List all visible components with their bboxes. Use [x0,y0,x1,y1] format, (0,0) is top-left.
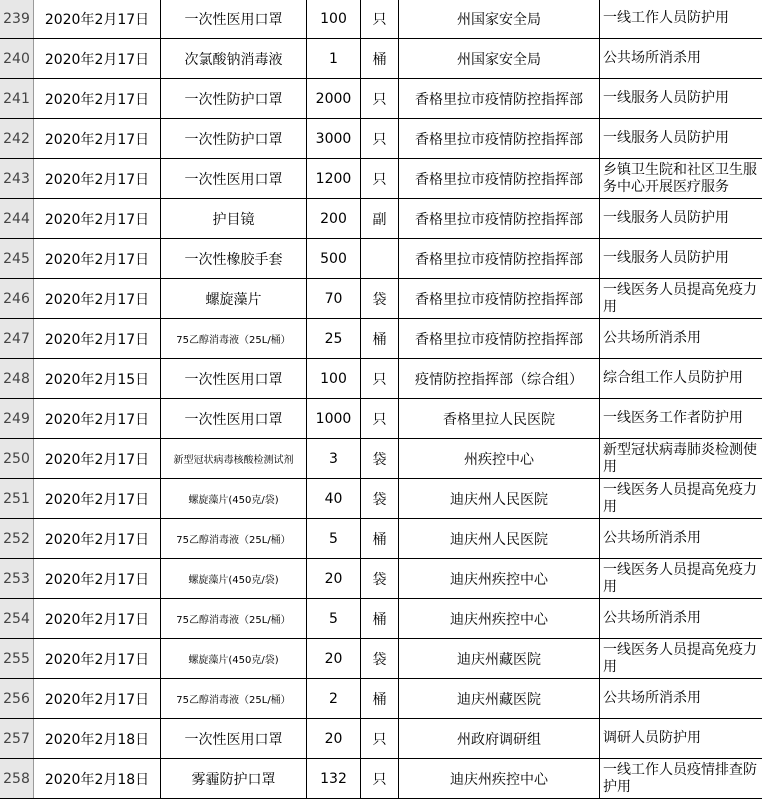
row-header[interactable]: 256 [0,679,34,718]
unit-cell[interactable]: 袋 [361,639,399,678]
recipient-cell[interactable]: 香格里拉市疫情防控指挥部 [399,319,600,358]
recipient-cell[interactable]: 迪庆州藏医院 [399,639,600,678]
item-cell[interactable]: 一次性医用口罩 [161,399,307,438]
unit-cell[interactable]: 桶 [361,679,399,718]
row-header[interactable]: 249 [0,399,34,438]
row-header[interactable]: 251 [0,479,34,518]
date-cell[interactable]: 2020年2月17日 [34,679,161,718]
item-cell[interactable]: 一次性医用口罩 [161,159,307,198]
recipient-cell[interactable]: 香格里拉市疫情防控指挥部 [399,279,600,318]
date-cell[interactable]: 2020年2月15日 [34,359,161,398]
row-header[interactable]: 248 [0,359,34,398]
recipient-cell[interactable]: 迪庆州藏医院 [399,679,600,718]
table-row [0,279,762,319]
item-cell[interactable]: 护目镜 [161,199,307,238]
quantity-cell[interactable]: 3000 [307,119,361,158]
table-row [0,639,762,679]
purpose-cell[interactable]: 公共场所消杀用 [603,530,701,546]
date-cell[interactable]: 2020年2月17日 [34,279,161,318]
quantity-cell[interactable]: 132 [307,759,361,798]
quantity-cell[interactable]: 5 [307,599,361,638]
recipient-cell[interactable]: 香格里拉市疫情防控指挥部 [399,79,600,118]
recipient-cell[interactable]: 香格里拉市疫情防控指挥部 [399,239,600,278]
purpose-cell[interactable]: 一线医务人员提高免疫力用 [603,562,757,595]
quantity-cell[interactable]: 3 [307,439,361,478]
purpose-cell[interactable]: 公共场所消杀用 [603,50,701,66]
date-cell[interactable]: 2020年2月17日 [34,119,161,158]
unit-cell[interactable]: 只 [361,759,399,798]
table-row [0,319,762,359]
table-row [0,679,762,719]
row-header[interactable]: 244 [0,199,34,238]
quantity-cell[interactable]: 2 [307,679,361,718]
item-cell[interactable]: 75乙醇消毒液（25L/桶） [161,599,307,638]
item-cell[interactable]: 一次性防护口罩 [161,79,307,118]
unit-cell[interactable]: 只 [361,119,399,158]
item-cell[interactable]: 一次性医用口罩 [161,719,307,758]
purpose-cell[interactable]: 一线医务人员提高免疫力用 [603,282,757,315]
row-header[interactable]: 239 [0,0,34,38]
row-header[interactable]: 254 [0,599,34,638]
row-header[interactable]: 242 [0,119,34,158]
unit-cell[interactable]: 只 [361,0,399,38]
unit-cell[interactable]: 桶 [361,519,399,558]
table-row [0,0,762,39]
table-row [0,519,762,559]
table-row [0,239,762,279]
row-header[interactable]: 255 [0,639,34,678]
unit-cell[interactable]: 副 [361,199,399,238]
item-cell[interactable]: 螺旋藻片 [161,279,307,318]
quantity-cell[interactable]: 20 [307,559,361,598]
row-header[interactable]: 243 [0,159,34,198]
date-cell[interactable]: 2020年2月17日 [34,39,161,78]
unit-cell[interactable]: 只 [361,79,399,118]
item-cell[interactable]: 螺旋藻片(450克/袋) [161,559,307,598]
table-row [0,439,762,479]
row-header[interactable]: 240 [0,39,34,78]
date-cell[interactable]: 2020年2月17日 [34,79,161,118]
item-cell[interactable]: 螺旋藻片(450克/袋) [161,479,307,518]
purpose-cell[interactable]: 一线服务人员防护用 [603,210,729,226]
unit-cell[interactable]: 只 [361,719,399,758]
recipient-cell[interactable]: 香格里拉市疫情防控指挥部 [399,159,600,198]
table-row [0,479,762,519]
quantity-cell[interactable]: 2000 [307,79,361,118]
quantity-cell[interactable]: 200 [307,199,361,238]
unit-cell[interactable]: 袋 [361,479,399,518]
item-cell[interactable]: 雾霾防护口罩 [161,759,307,798]
recipient-cell[interactable]: 州政府调研组 [399,719,600,758]
item-cell[interactable]: 一次性防护口罩 [161,119,307,158]
table-row [0,359,762,399]
item-cell[interactable]: 75乙醇消毒液（25L/桶） [161,319,307,358]
row-header[interactable]: 252 [0,519,34,558]
date-cell[interactable]: 2020年2月17日 [34,479,161,518]
purpose-cell[interactable]: 乡镇卫生院和社区卫生服务中心开展医疗服务 [603,162,757,195]
unit-cell[interactable]: 桶 [361,599,399,638]
purpose-cell[interactable]: 公共场所消杀用 [603,690,701,706]
purpose-cell[interactable]: 一线服务人员防护用 [603,250,729,266]
unit-cell[interactable]: 袋 [361,559,399,598]
recipient-cell[interactable]: 迪庆州疾控中心 [399,599,600,638]
quantity-cell[interactable]: 1 [307,39,361,78]
quantity-cell[interactable]: 20 [307,719,361,758]
table-row [0,759,762,799]
purpose-cell[interactable]: 一线医务工作者防护用 [603,410,743,426]
recipient-cell[interactable]: 迪庆州疾控中心 [399,759,600,798]
purpose-cell[interactable]: 调研人员防护用 [603,730,701,746]
purpose-cell[interactable]: 公共场所消杀用 [603,330,701,346]
quantity-cell[interactable]: 20 [307,639,361,678]
purpose-cell[interactable]: 一线医务人员提高免疫力用 [603,642,757,675]
unit-cell[interactable]: 只 [361,159,399,198]
unit-cell[interactable] [361,239,399,278]
table-row [0,39,762,79]
quantity-cell[interactable]: 100 [307,0,361,38]
unit-cell[interactable]: 桶 [361,39,399,78]
recipient-cell[interactable]: 香格里拉市疫情防控指挥部 [399,119,600,158]
row-header[interactable]: 245 [0,239,34,278]
table-row [0,719,762,759]
recipient-cell[interactable]: 州国家安全局 [399,39,600,78]
recipient-cell[interactable]: 州国家安全局 [399,0,600,38]
quantity-cell[interactable]: 1200 [307,159,361,198]
item-cell[interactable]: 螺旋藻片(450克/袋) [161,639,307,678]
recipient-cell[interactable]: 香格里拉市疫情防控指挥部 [399,199,600,238]
row-header[interactable]: 246 [0,279,34,318]
item-cell[interactable]: 次氯酸钠消毒液 [161,39,307,78]
table-row [0,399,762,439]
recipient-cell[interactable]: 迪庆州疾控中心 [399,559,600,598]
row-header[interactable]: 250 [0,439,34,478]
date-cell[interactable]: 2020年2月18日 [34,759,161,798]
purpose-cell[interactable]: 公共场所消杀用 [603,610,701,626]
quantity-cell[interactable]: 100 [307,359,361,398]
date-cell[interactable]: 2020年2月17日 [34,399,161,438]
quantity-cell[interactable]: 70 [307,279,361,318]
date-cell[interactable]: 2020年2月18日 [34,719,161,758]
recipient-cell[interactable]: 香格里拉人民医院 [399,399,600,438]
recipient-cell[interactable]: 迪庆州人民医院 [399,479,600,518]
date-cell[interactable]: 2020年2月17日 [34,559,161,598]
quantity-cell[interactable]: 1000 [307,399,361,438]
item-cell[interactable]: 75乙醇消毒液（25L/桶） [161,519,307,558]
date-cell[interactable]: 2020年2月17日 [34,199,161,238]
item-cell[interactable]: 一次性橡胶手套 [161,239,307,278]
unit-cell[interactable]: 只 [361,399,399,438]
date-cell[interactable]: 2020年2月17日 [34,519,161,558]
date-cell[interactable]: 2020年2月17日 [34,439,161,478]
purpose-cell[interactable]: 新型冠状病毒肺炎检测使用 [603,442,757,475]
item-cell[interactable]: 一次性医用口罩 [161,0,307,38]
table-row [0,79,762,119]
quantity-cell[interactable]: 25 [307,319,361,358]
unit-cell[interactable]: 袋 [361,279,399,318]
purpose-cell[interactable]: 一线工作人员疫情排查防护用 [603,762,757,795]
date-cell[interactable]: 2020年2月17日 [34,599,161,638]
row-header[interactable]: 253 [0,559,34,598]
table-row [0,599,762,639]
quantity-cell[interactable]: 40 [307,479,361,518]
unit-cell[interactable]: 袋 [361,439,399,478]
purpose-cell[interactable]: 一线服务人员防护用 [603,130,729,146]
recipient-cell[interactable]: 疫情防控指挥部（综合组） [399,359,600,398]
table-row [0,119,762,159]
purpose-cell[interactable]: 一线服务人员防护用 [603,90,729,106]
quantity-cell[interactable]: 500 [307,239,361,278]
table-row [0,159,762,199]
item-cell[interactable]: 75乙醇消毒液（25L/桶） [161,679,307,718]
row-header[interactable]: 247 [0,319,34,358]
recipient-cell[interactable]: 州疾控中心 [399,439,600,478]
item-cell[interactable]: 新型冠状病毒核酸检测试剂 [161,439,307,478]
quantity-cell[interactable]: 5 [307,519,361,558]
date-cell[interactable]: 2020年2月17日 [34,159,161,198]
item-cell[interactable]: 一次性医用口罩 [161,359,307,398]
row-header[interactable]: 241 [0,79,34,118]
row-header[interactable]: 258 [0,759,34,798]
table-row [0,559,762,599]
table-row [0,199,762,239]
purpose-cell[interactable]: 一线工作人员防护用 [603,10,729,26]
purpose-cell[interactable]: 综合组工作人员防护用 [603,370,743,386]
date-cell[interactable]: 2020年2月17日 [34,239,161,278]
date-cell[interactable]: 2020年2月17日 [34,639,161,678]
purpose-cell[interactable]: 一线医务人员提高免疫力用 [603,482,757,515]
date-cell[interactable]: 2020年2月17日 [34,319,161,358]
recipient-cell[interactable]: 迪庆州人民医院 [399,519,600,558]
row-header[interactable]: 257 [0,719,34,758]
date-cell[interactable]: 2020年2月17日 [34,0,161,38]
unit-cell[interactable]: 桶 [361,319,399,358]
unit-cell[interactable]: 只 [361,359,399,398]
